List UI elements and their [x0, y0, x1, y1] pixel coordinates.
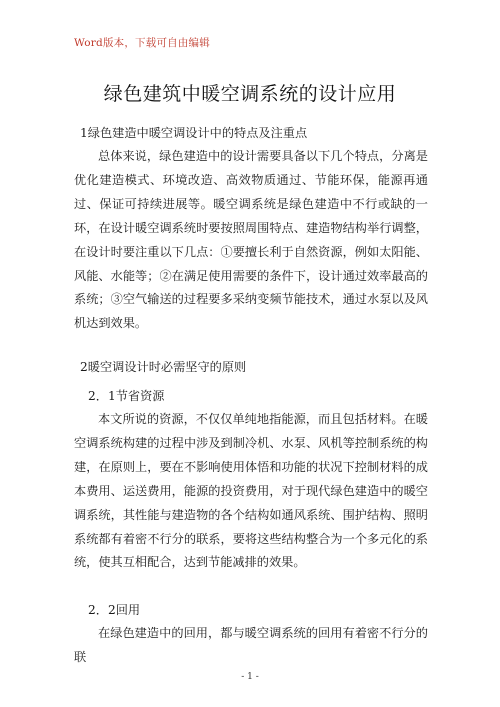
section-2-1-paragraph — [74, 408, 428, 575]
page-number: - 1 - — [241, 672, 259, 682]
section-2-1-paragraph-text: 本文所说的资源，不仅仅单纯地指能源，而且包括材料。在暖空调系统构建的过程中涉及到制冷机、水泵、风机等控制系统的构建，在原则上，要在不影响使用体悟和功能的状况下控制材料的成本费用、运送费用，能源的投资费用，对于现代绿色建造中的暖空调系统，其性能与建造物的各个结构如通风系统、围护结构、照明系统都有着密不行分的联系，要将这些结构整合为一个多元化的系统，使其互相配合，达到节能减排的效果。 — [74, 412, 428, 570]
header-note: Word版本，下载可自由编辑 — [74, 37, 210, 49]
section-1-paragraph — [74, 145, 428, 336]
section-2-heading: 2暖空调设计时必需坚守的原则 — [80, 360, 247, 374]
section-2-2-paragraph-text: 在绿色建造中的回用，都与暖空调系统的回用有着密不行分的联 — [74, 626, 428, 664]
section-2-2-paragraph — [74, 622, 428, 670]
document-title: 绿色建筑中暖空调系统的设计应用 — [103, 83, 397, 105]
section-2-1-heading: 2．1节省资源 — [88, 389, 165, 403]
section-2-2-heading: 2．2回用 — [88, 603, 141, 617]
section-1-heading: 1绿色建造中暖空调设计中的特点及注重点 — [80, 126, 308, 140]
section-1-paragraph-text: 总体来说，绿色建造中的设计需要具备以下几个特点，分离是优化建造模式、环境改造、高效物质通过、节能环保，能源再通过、保证可持续进展等。暖空调系统是绿色建造中不行或缺的一环，在设计暖空调系统时要按照周围特点、建造物结构举行调整，在设计时要注重以下几点：①要擅长利于自然资源，例如太阳能、风能、水能等；②在满足使用需要的条件下，设计通过效率最高的系统；③空气输送的过程要多采纳变频节能技术，通过水泵以及风机达到效果。 — [74, 149, 428, 331]
